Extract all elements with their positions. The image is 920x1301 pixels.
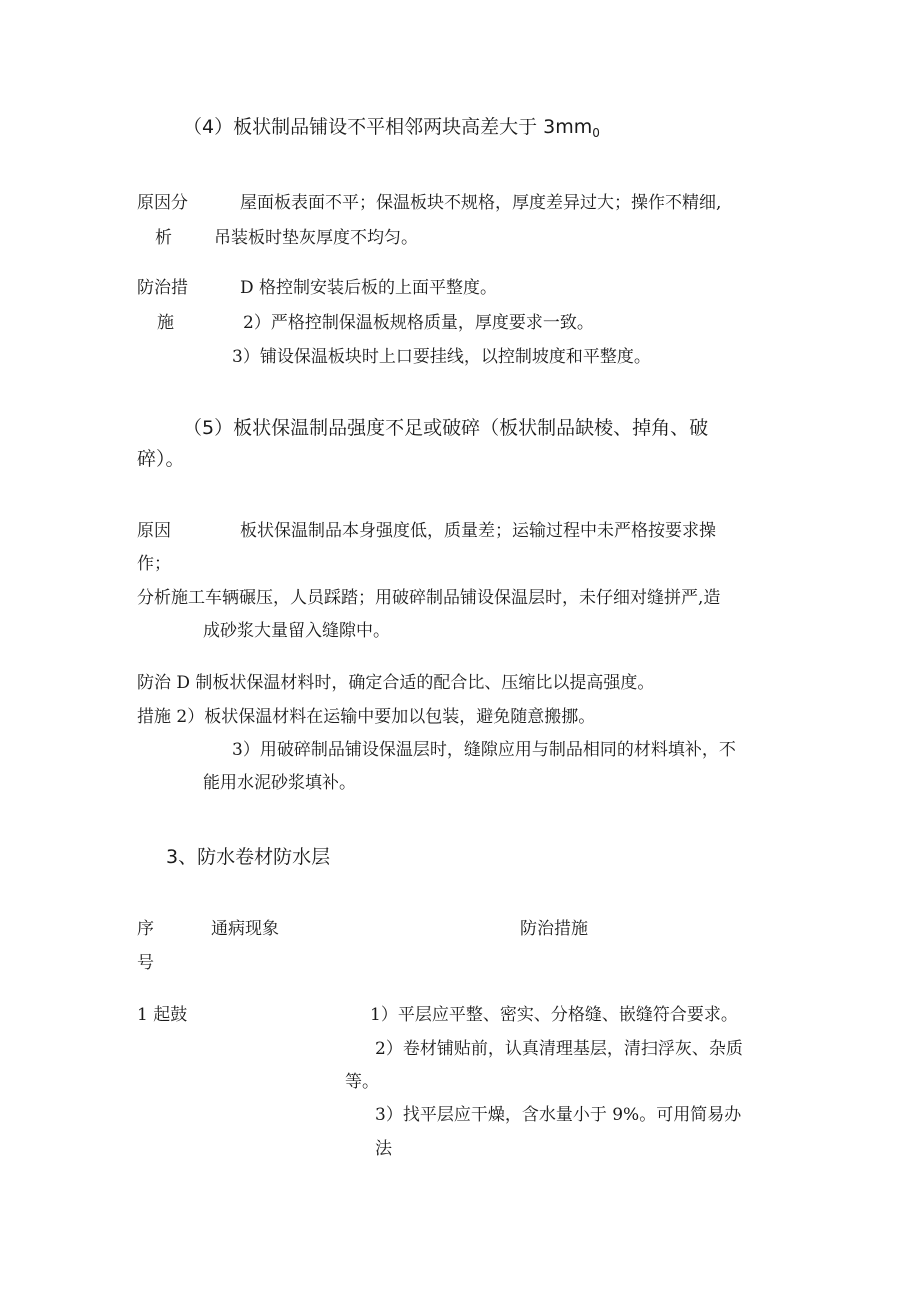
table-header-phenomenon: 通病现象 (211, 919, 279, 939)
cause-text-line-2: 吊装板时垫灰厚度不均匀。 (214, 228, 418, 248)
table-row-1-measure-1: 1）平层应平整、密实、分格缝、嵌缝符合要求。 (370, 1005, 738, 1025)
table-row-1-measure-3-cont: 法 (375, 1139, 392, 1159)
measure-line-2: 措施 2）板状保温材料在运输中要加以包装，避免随意搬挪。 (137, 707, 596, 727)
cause-text-line-1: 板状保温制品本身强度低，质量差；运输过程中未严格按要求操 (240, 521, 716, 541)
measure-line-1: 防治 D 制板状保温材料时，确定合适的配合比、压缩比以提高强度。 (137, 673, 655, 693)
table-header-index-line-1: 序 (137, 919, 154, 939)
cause-label-line-1: 原因分 (137, 193, 188, 213)
measure-item-3: 3）铺设保温板块时上口要挂线，以控制坡度和平整度。 (232, 347, 651, 367)
measure-label-line-2: 施 (157, 313, 174, 333)
table-row-1-measure-2: 2）卷材铺贴前，认真清理基层，清扫浮灰、杂质 (375, 1039, 743, 1059)
section-4-heading: （4）板状制品铺设不平相邻两块高差大于 $3mm_0$ (183, 116, 600, 140)
section-5-heading-line-1: （5）板状保温制品强度不足或破碎（板状制品缺棱、掉角、破 (183, 417, 709, 439)
table-row-1-measure-2-cont: 等。 (345, 1072, 379, 1092)
cause-label-line-2: 析 (155, 228, 172, 248)
measure-line-4: 能用水泥砂浆填补。 (203, 773, 356, 793)
table-row-1-measure-3: 3）找平层应干燥，含水量小于 9%。可用简易办 (375, 1105, 742, 1125)
measure-label-line-1: 防治措 (137, 278, 188, 298)
section-3-heading: 3、防水卷材防水层 (166, 846, 331, 868)
measure-item-1: D 格控制安装后板的上面平整度。 (240, 278, 498, 298)
heading-subscript: 0 (592, 126, 600, 140)
measure-line-3: 3）用破碎制品铺设保温层时，缝隙应用与制品相同的材料填补，不 (232, 740, 736, 760)
measure-item-2: 2）严格控制保温板规格质量，厚度要求一致。 (243, 313, 594, 333)
cause-text-line-2: 作； (137, 554, 171, 574)
table-header-measures: 防治措施 (520, 919, 588, 939)
cause-text-line-4: 成砂浆大量留入缝隙中。 (203, 621, 390, 641)
cause-text-line-3: 分析施工车辆碾压，人员踩踏；用破碎制品铺设保温层时，未仔细对缝拼严,造 (137, 588, 721, 608)
section-5-heading-line-2: 碎）。 (137, 448, 185, 470)
table-header-index-line-2: 号 (137, 953, 154, 973)
cause-label: 原因 (137, 521, 171, 541)
table-row-1-name: 1 起鼓 (137, 1005, 188, 1025)
cause-text-line-1: 屋面板表面不平；保温板块不规格，厚度差异过大；操作不精细, (240, 193, 722, 213)
